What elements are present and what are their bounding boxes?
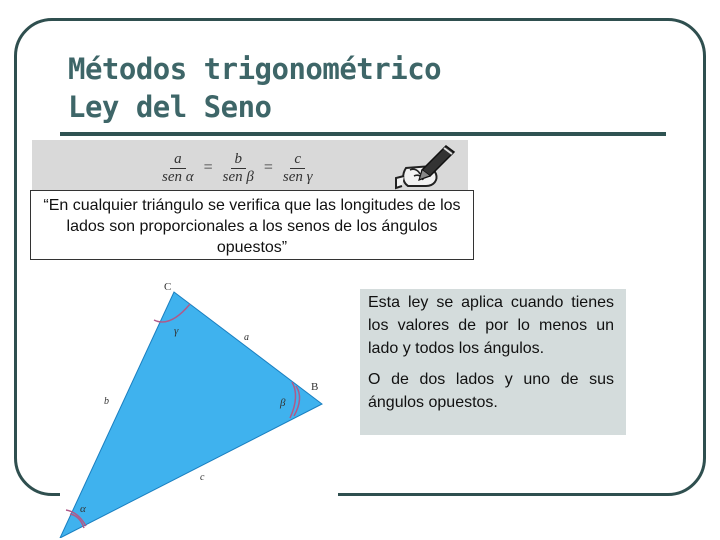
numerator-a: a xyxy=(170,151,186,169)
denominator-sen-alpha: sen α xyxy=(162,168,194,185)
equals-sign-1: = xyxy=(203,159,213,176)
vertex-b-label: B xyxy=(311,381,319,393)
angle-alpha-label: α xyxy=(80,503,86,515)
side-c-label: c xyxy=(200,472,205,483)
slide-title xyxy=(68,50,441,126)
title-line-1: Métodos trigonométrico xyxy=(68,52,442,86)
side-b-label: b xyxy=(104,396,109,407)
law-quote: “En cualquier triángulo se verifica que las longitudes de los lados son proporcionales a los senos de los ángulos opuestos” xyxy=(30,190,474,260)
info-paragraph-1: Esta ley se aplica cuando tienes los valores de por lo menos un lado y todos los ángulos. xyxy=(368,294,614,357)
triangle-shape xyxy=(60,292,322,538)
equals-sign-2: = xyxy=(263,159,273,176)
fraction-c xyxy=(281,151,315,186)
numerator-c: c xyxy=(290,151,305,169)
fraction-b xyxy=(221,151,256,186)
fraction-a xyxy=(160,151,196,186)
law-of-sines-formula xyxy=(160,148,315,188)
title-underline xyxy=(60,132,666,136)
info-paragraph-2: O de dos lados y uno de sus ángulos opuestos. xyxy=(368,371,614,411)
denominator-sen-beta: sen β xyxy=(222,168,254,185)
triangle-diagram xyxy=(56,276,332,538)
writing-hand-icon xyxy=(392,140,460,192)
angle-gamma-label: γ xyxy=(174,325,179,337)
numerator-b: b xyxy=(231,151,247,169)
info-box xyxy=(360,289,626,435)
side-a-label: a xyxy=(244,332,249,343)
title-line-2: Ley del Seno xyxy=(68,90,272,124)
denominator-sen-gamma: sen γ xyxy=(282,168,313,185)
vertex-c-label: C xyxy=(164,281,172,293)
angle-beta-label: β xyxy=(280,397,286,409)
